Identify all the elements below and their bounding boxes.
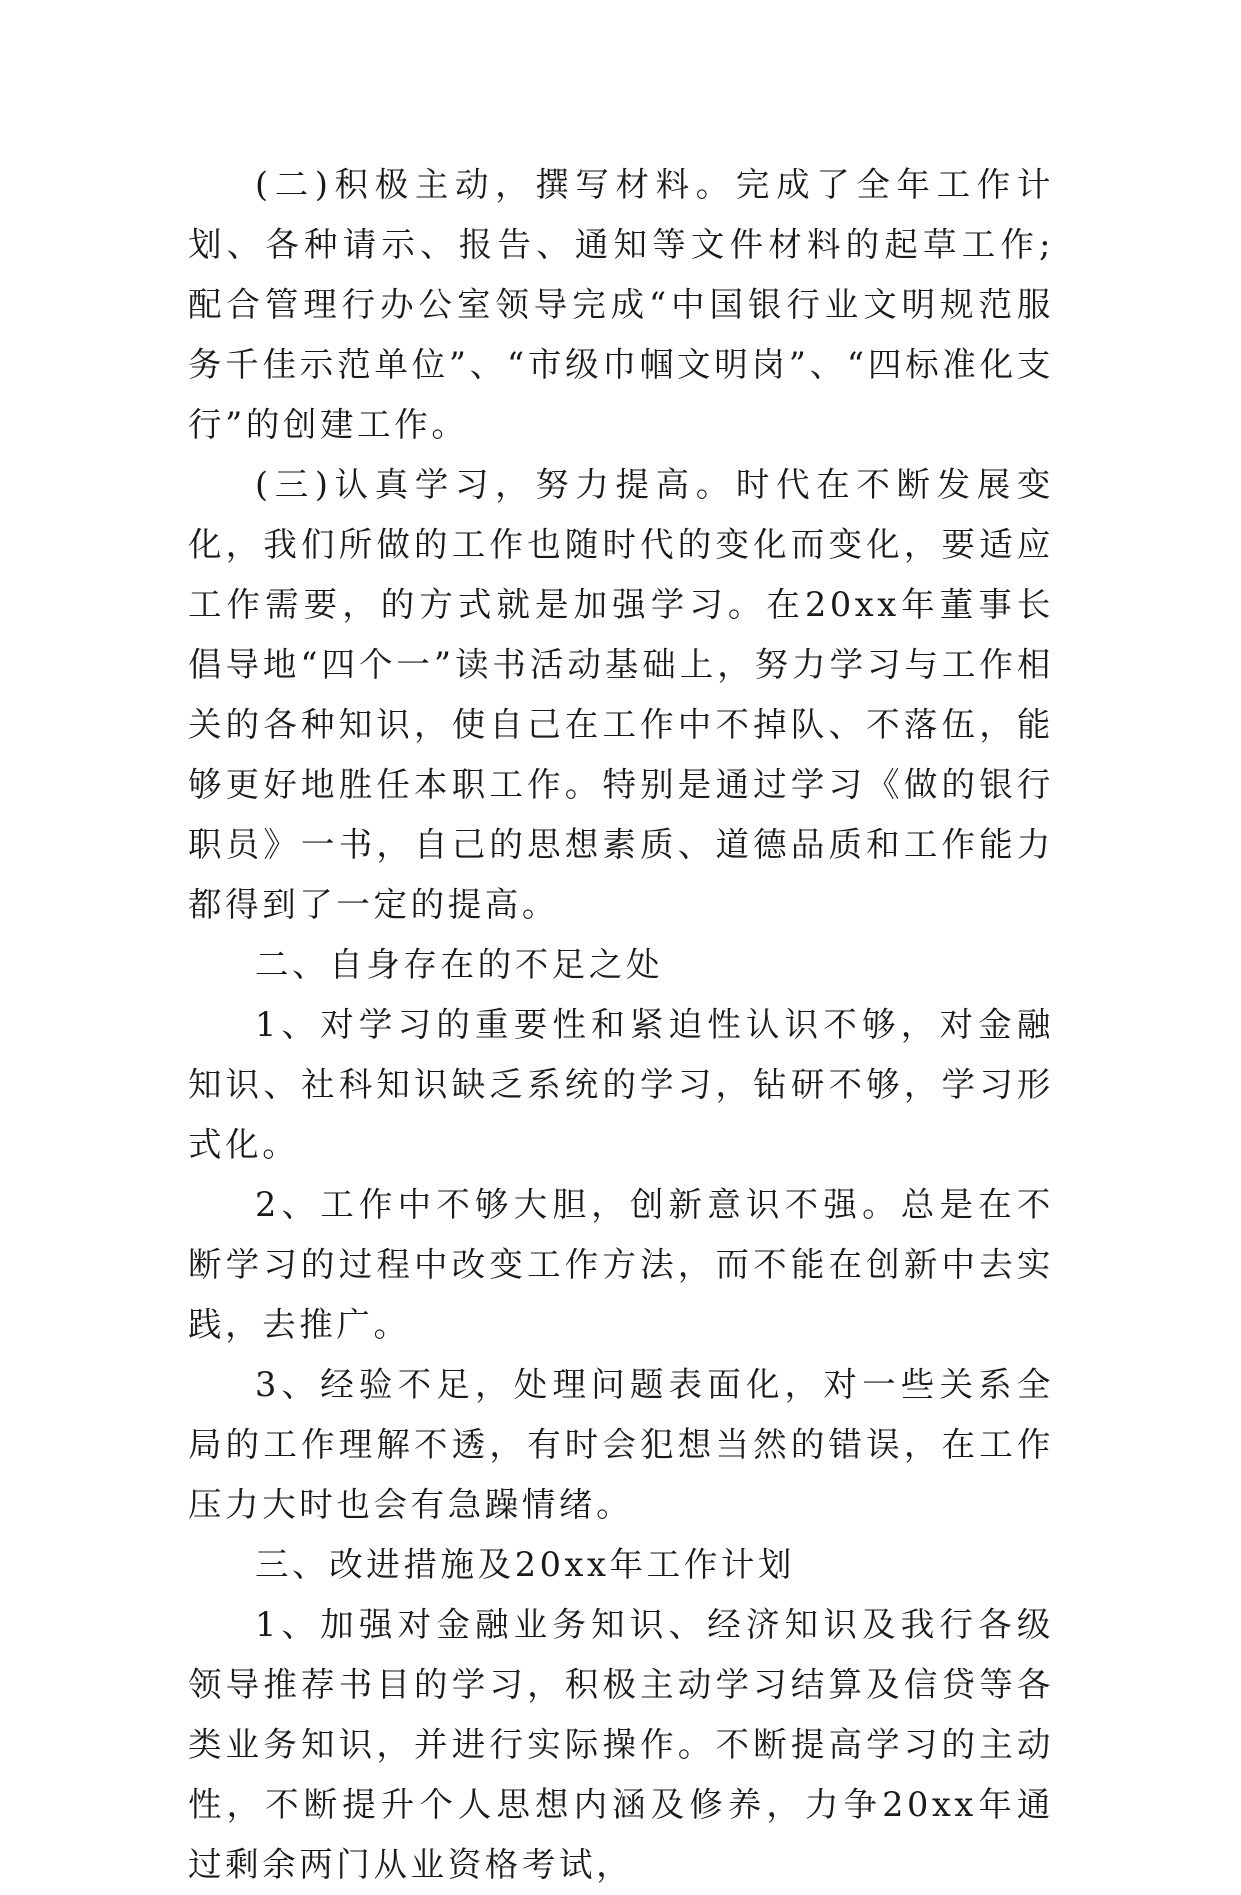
shortcoming-item-3: 3、经验不足，处理问题表面化，对一些关系全局的工作理解不透，有时会犯想当然的错误，在工作压力大时也会有急躁情绪。 [188,1365,1054,1524]
plan-item-1: 1、加强对金融业务知识、经济知识及我行各级领导推荐书目的学习，积极主动学习结算及信贷等各类业务知识，并进行实际操作。不断提高学习的主动性，不断提升个人思想内涵及修养，力争20xx年通过剩余两门从业资格考试， [188,1605,1054,1884]
paragraph-study-improve: (三)认真学习，努力提高。时代在不断发展变化，我们所做的工作也随时代的变化而变化，要适应工作需要，的方式就是加强学习。在20xx年董事长倡导地“四个一”读书活动基础上，努力学习与工作相关的各种知识，使自己在工作中不掉队、不落伍，能够更好地胜任本职工作。特别是通过学习《做的银行职员》一书，自己的思想素质、道德品质和工作能力都得到了一定的提高。 [188,465,1054,924]
paragraph-writing-materials: (二)积极主动，撰写材料。完成了全年工作计划、各种请示、报告、通知等文件材料的起草工作;配合管理行办公室领导完成“中国银行业文明规范服务千佳示范单位”、“市级巾帼文明岗”、“四标准化支行”的创建工作。 [188,165,1054,444]
shortcoming-item-1: 1、对学习的重要性和紧迫性认识不够，对金融知识、社科知识缺乏系统的学习，钻研不够，学习形式化。 [188,1005,1054,1164]
document-body [188,155,1054,1895]
section-heading-improvement-plan: 三、改进措施及20xx年工作计划 [255,1545,796,1584]
section-heading-shortcomings: 二、自身存在的不足之处 [255,945,664,984]
shortcoming-item-2: 2、工作中不够大胆，创新意识不强。总是在不断学习的过程中改变工作方法，而不能在创新中去实践，去推广。 [188,1185,1054,1344]
